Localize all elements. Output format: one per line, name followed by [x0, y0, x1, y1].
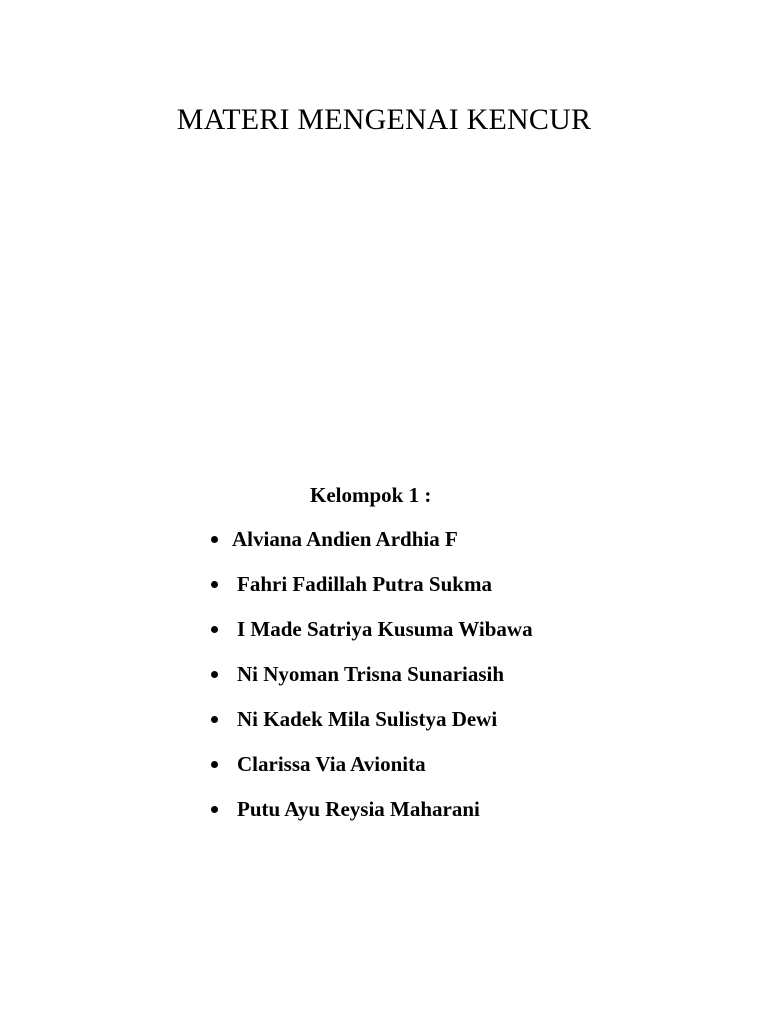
list-item — [208, 662, 533, 707]
bullet-icon — [211, 671, 218, 678]
member-name: Ni Kadek Mila Sulistya Dewi — [237, 707, 498, 731]
list-item — [208, 707, 533, 752]
member-name: I Made Satriya Kusuma Wibawa — [237, 617, 533, 641]
bullet-icon — [211, 716, 218, 723]
bullet-icon — [211, 806, 218, 813]
list-item — [208, 617, 533, 662]
list-item — [208, 572, 533, 617]
member-name: Fahri Fadillah Putra Sukma — [237, 572, 492, 596]
list-item — [208, 752, 533, 797]
member-name: Ni Nyoman Trisna Sunariasih — [237, 662, 505, 686]
bullet-icon — [211, 761, 218, 768]
list-item — [208, 797, 533, 842]
list-item — [208, 527, 533, 572]
member-name: Clarissa Via Avionita — [237, 752, 426, 776]
document-title: MATERI MENGENAI KENCUR — [176, 103, 592, 136]
bullet-icon — [211, 626, 218, 633]
bullet-icon — [211, 581, 218, 588]
member-list — [208, 527, 533, 842]
member-name: Putu Ayu Reysia Maharani — [237, 797, 480, 821]
group-heading: Kelompok 1 : — [310, 483, 432, 507]
bullet-icon — [211, 536, 218, 543]
member-name: Alviana Andien Ardhia F — [232, 527, 458, 551]
